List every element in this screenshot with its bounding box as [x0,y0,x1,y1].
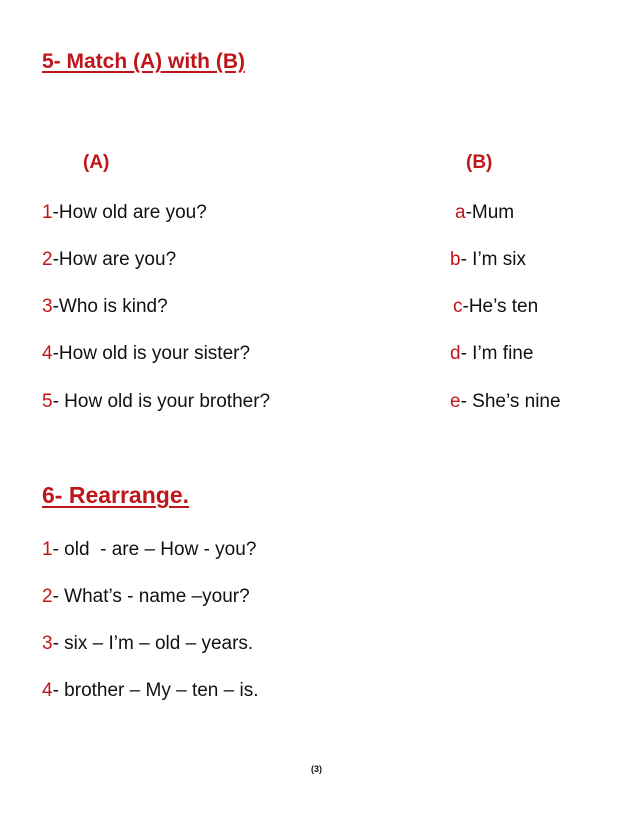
question-number: 2 [42,249,53,270]
answer-text: - I’m fine [460,343,534,364]
question-text: - How old is your brother? [52,391,271,412]
rearrange-item-1 [42,538,256,562]
answer-letter: d [450,343,461,364]
item-number: 3 [42,633,53,654]
answer-letter: a [455,202,466,223]
match-answer-d [450,342,533,366]
match-answer-e [450,390,561,414]
question-number: 5 [42,391,53,412]
column-b-heading: (B) [466,152,493,173]
question-text: -How old are you? [52,202,207,223]
match-question-5 [42,390,270,414]
answer-text: -He’s ten [462,296,539,317]
item-text: - old - are – How - you? [52,539,257,560]
answer-text: - I’m six [460,249,527,270]
question-text: -Who is kind? [52,296,168,317]
question-text: -How are you? [52,249,177,270]
question-number: 1 [42,202,53,223]
match-question-2 [42,248,176,272]
answer-text: - She’s nine [460,391,561,412]
item-number: 2 [42,586,53,607]
match-answer-b [450,248,526,272]
question-text: -How old is your sister? [52,343,251,364]
match-answer-c [453,295,538,319]
rearrange-item-3 [42,632,253,656]
match-section-title: 5- Match (A) with (B) [42,50,245,73]
item-number: 1 [42,539,53,560]
item-text: - brother – My – ten – is. [52,680,259,701]
answer-text: -Mum [465,202,515,223]
question-number: 3 [42,296,53,317]
item-text: - six – I’m – old – years. [52,633,254,654]
answer-letter: b [450,249,461,270]
answer-letter: e [450,391,461,412]
rearrange-item-4 [42,679,259,703]
page-number: (3) [311,764,322,774]
item-text: - What’s - name –your? [52,586,250,607]
match-question-1 [42,201,207,225]
rearrange-item-2 [42,585,250,609]
answer-letter: c [453,296,463,317]
match-question-4 [42,342,250,366]
match-question-3 [42,295,168,319]
item-number: 4 [42,680,53,701]
rearrange-section-title: 6- Rearrange. [42,482,190,508]
column-a-heading: (A) [83,152,110,173]
question-number: 4 [42,343,53,364]
match-answer-a [455,201,514,225]
